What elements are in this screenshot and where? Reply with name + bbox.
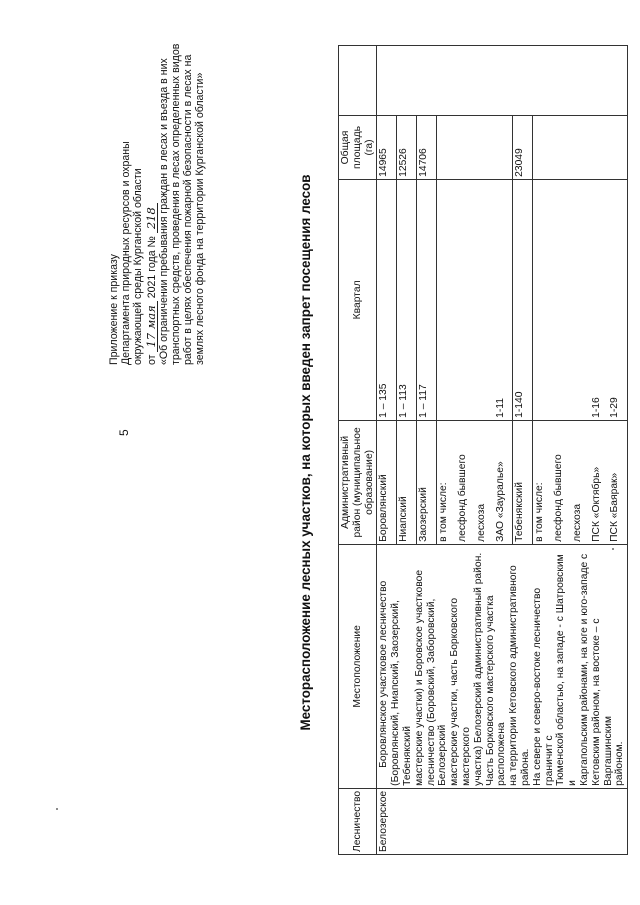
- quarter-cell: 1-29: [608, 179, 627, 420]
- quarter-cell: [437, 179, 456, 420]
- quarter-cell: 1 – 117: [417, 179, 437, 420]
- document-title: Месторасположение лесных участков, на которых введен запрет посещения лесов: [298, 174, 313, 731]
- area-cell: [571, 116, 590, 180]
- quarter-cell: 1 – 113: [397, 179, 417, 420]
- quarter-cell: 1-16: [590, 179, 609, 420]
- quarter-cell: 1 – 135: [377, 179, 397, 420]
- district-cell: лесфонд бывшего: [552, 420, 571, 544]
- handwritten-date: 17 мая: [145, 301, 158, 351]
- table-header-row: [339, 46, 377, 855]
- district-cell: ПСК «Октябрь»: [590, 420, 609, 544]
- approval-block: [108, 25, 207, 365]
- handwritten-number: 218: [145, 203, 158, 233]
- area-cell: [494, 116, 513, 180]
- district-cell: Ниапский: [397, 420, 417, 544]
- header-empty: [339, 46, 377, 116]
- scan-speck: [612, 548, 614, 550]
- area-cell: 12526: [397, 116, 417, 180]
- area-cell: [456, 116, 475, 180]
- page-number: 5: [117, 429, 131, 436]
- approval-date-line: [145, 25, 158, 365]
- area-cell: [475, 116, 494, 180]
- approval-line: Приложение к приказу: [108, 254, 120, 365]
- area-cell: [533, 116, 552, 180]
- district-cell: лесфонд бывшего: [456, 420, 475, 544]
- quarter-cell: [533, 179, 552, 420]
- district-cell: Боровлянский: [377, 420, 397, 544]
- header-forestry: Лесничество: [339, 788, 377, 854]
- header-quarter: Квартал: [339, 179, 377, 420]
- header-location: Местоположение: [339, 544, 377, 788]
- district-cell: в том числе:: [533, 420, 552, 544]
- area-cell: [608, 116, 627, 180]
- forestry-cell: Белозерское: [377, 788, 628, 854]
- quarter-cell: 1-140: [513, 179, 533, 420]
- location-cell: Боровлянское участковое лесничество (Боровлянский, Ниапский, Заозерский, Тебенякский мастерские участки) и Боровское участковое лесничество (Боровский, Заборовский, Белозерский мастерские участки, часть Борковского мастерского участка) Белозерский административный район. Часть Борковского мастерского участка расположена на территории Кетовского административного района. На севере и северо-востоке лесничество граничит с Тюменской областью, на западе - с Шатровским и Каргапольским районами, на юге и юго-западе с Кетовским районом, на востоке – с Варгашинским районом.: [377, 544, 628, 788]
- district-cell: лесхоза: [571, 420, 590, 544]
- district-cell: Тебенякский: [513, 420, 533, 544]
- header-district: Административный район (муниципальное образование): [339, 420, 377, 544]
- district-cell: Заозерский: [417, 420, 437, 544]
- quarter-cell: [571, 179, 590, 420]
- year-text: 2021 года №: [145, 236, 158, 299]
- district-cell: ПСК «Баярак»: [608, 420, 627, 544]
- from-label: от: [145, 354, 158, 365]
- district-cell: лесхоза: [475, 420, 494, 544]
- area-cell: 23049: [513, 116, 533, 180]
- quarter-cell: [456, 179, 475, 420]
- area-cell: [590, 116, 609, 180]
- table-row: [377, 46, 397, 855]
- district-cell: в том числе:: [437, 420, 456, 544]
- approval-subject: «Об ограничении пребывания граждан в лесах и въезда в них транспортных средств, проведения в лесах определенных видов работ в целях обеспечения пожарной безопасности в лесах на землях лесного фонда на территории Курганской области»: [157, 43, 207, 365]
- area-cell: [552, 116, 571, 180]
- approval-line: Департамента природных ресурсов и охраны: [120, 141, 133, 365]
- area-cell: 14965: [377, 116, 397, 180]
- forest-plots-table: [338, 45, 628, 855]
- quarter-cell: 1-11: [494, 179, 513, 420]
- quarter-cell: [552, 179, 571, 420]
- header-area: Общая площадь (га): [339, 116, 377, 180]
- district-cell: ЗАО «Зауралье»: [494, 420, 513, 544]
- area-cell: 14706: [417, 116, 437, 180]
- approval-line: окружающей среды Курганской области: [132, 168, 145, 365]
- empty-cell: [377, 46, 628, 116]
- scan-speck: [56, 808, 58, 810]
- area-cell: [437, 116, 456, 180]
- quarter-cell: [475, 179, 494, 420]
